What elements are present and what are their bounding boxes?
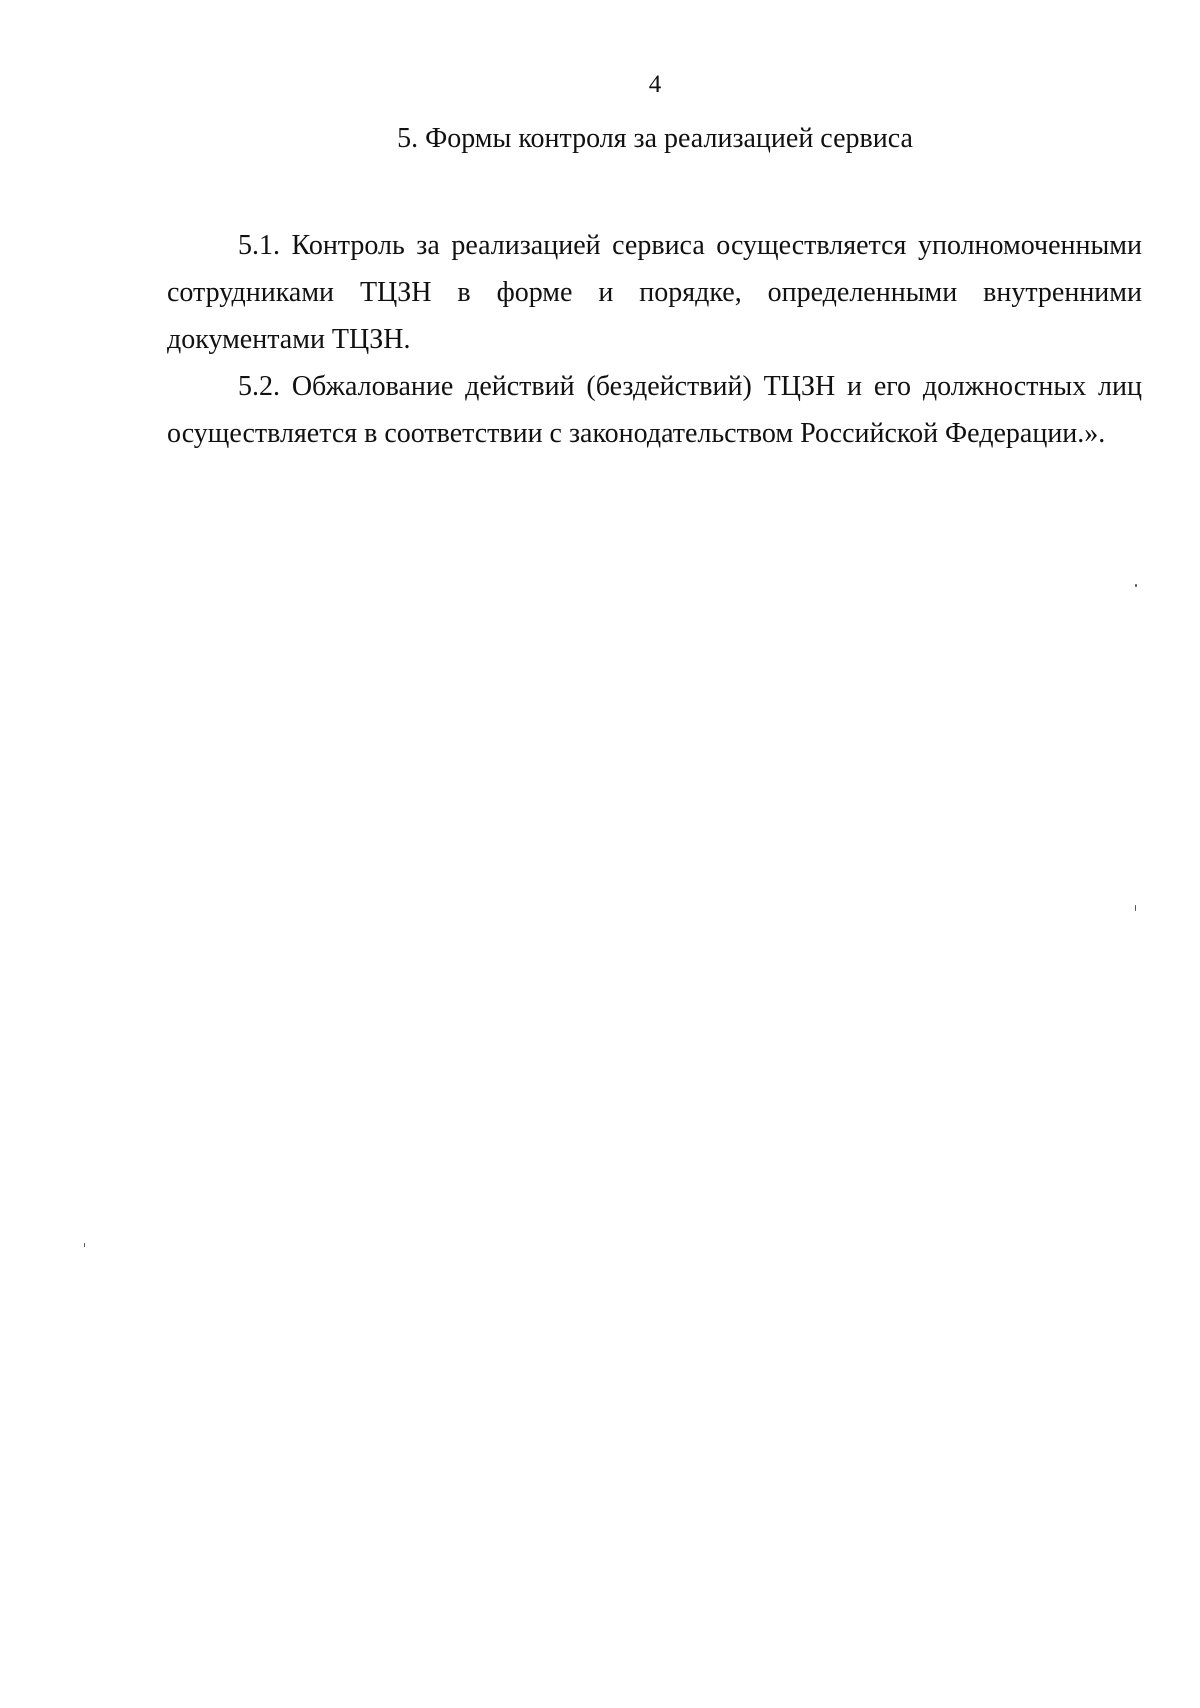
scan-speck xyxy=(1135,584,1137,587)
scan-speck xyxy=(84,1243,85,1247)
page-number: 4 xyxy=(648,71,662,98)
paragraph-5-2: 5.2. Обжалование действий (бездействий) ТЦЗН и его должностных лиц осуществляется в соответствии с законодательством Российской Федерации.». xyxy=(167,371,1142,449)
paragraph-5-1: 5.1. Контроль за реализацией сервиса осуществляется уполномоченными сотрудниками ТЦЗН в форме и порядке, определенными внутренними документами ТЦЗН. xyxy=(167,230,1142,355)
document-body xyxy=(167,222,1142,457)
section-title: 5. Формы контроля за реализацией сервиса xyxy=(397,123,913,154)
scan-speck xyxy=(1135,905,1136,911)
